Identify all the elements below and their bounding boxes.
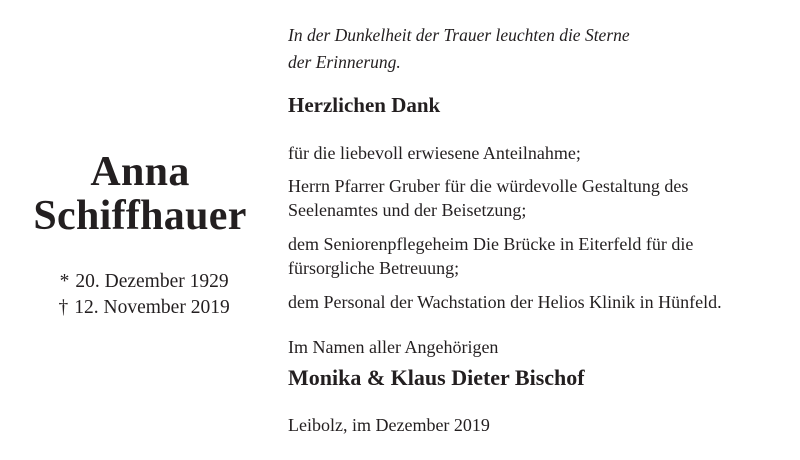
signature-names: Monika & Klaus Dieter Bischof [288, 365, 585, 390]
deceased-last-name: Schiffhauer [33, 193, 247, 239]
death-line [20, 295, 260, 321]
death-cross-icon: † [58, 297, 69, 318]
deceased-first-name: Anna [90, 149, 190, 195]
birth-star-icon: * [59, 271, 70, 292]
thanks-item-2-line-1: Herrn Pfarrer Gruber für die würdevolle Gestaltung des [288, 176, 689, 196]
thanks-item-4: dem Personal der Wachstation der Helios Klinik in Hünfeld. [288, 292, 722, 312]
birth-line [20, 269, 260, 295]
death-date: 12. November 2019 [74, 297, 230, 318]
place-date: Leibolz, im Dezember 2019 [288, 415, 490, 435]
thanks-item-1: für die liebevoll erwiesene Anteilnahme; [288, 143, 581, 163]
signature-intro: Im Namen aller Angehörigen [288, 337, 499, 357]
quote-line-1: In der Dunkelheit der Trauer leuchten die Sterne [288, 25, 630, 45]
thanks-item-3-line-2: fürsorgliche Betreuung; [288, 258, 460, 278]
thanks-heading: Herzlichen Dank [288, 93, 441, 117]
life-dates [20, 269, 260, 321]
thanks-item-3-line-1: dem Seniorenpflegeheim Die Brücke in Eiterfeld für die [288, 234, 694, 254]
quote-line-2: der Erinnerung. [288, 52, 401, 72]
birth-date: 20. Dezember 1929 [75, 271, 229, 292]
thanks-item-2-line-2: Seelenamtes und der Beisetzung; [288, 200, 527, 220]
